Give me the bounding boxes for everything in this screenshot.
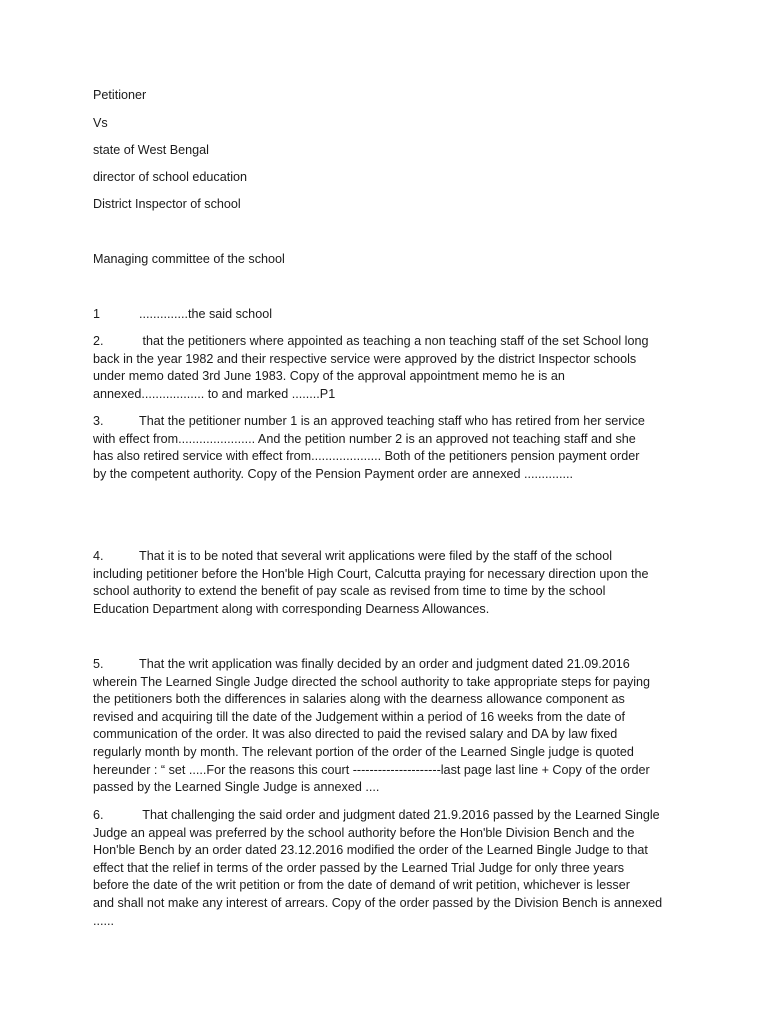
- paragraph-line: Education Department along with corresponding Dearness Allowances.: [93, 601, 490, 616]
- paragraph-line: passed by the Learned Single Judge is annexed ....: [93, 780, 380, 795]
- paragraph-line: Judge an appeal was preferred by the school authority before the Hon'ble Division Bench and the: [93, 825, 635, 840]
- paragraph-line: annexed.................. to and marked ........P1: [93, 386, 336, 401]
- paragraph-line: the petitioners both the differences in salaries along with the dearness allowance component as: [93, 692, 625, 707]
- respondent-state: state of West Bengal: [93, 143, 209, 157]
- paragraph-number: 4.: [93, 549, 104, 563]
- paragraph-line: before the date of the writ petition or from the date of demand of writ petition, whichever is lesser: [93, 878, 630, 893]
- paragraph-line: [93, 333, 683, 351]
- paragraph-text: That challenging the said order and judgment dated 21.9.2016 passed by the Learned Single: [139, 808, 660, 822]
- paragraph-line: hereunder : “ set .....For the reasons this court ---------------------last page last line + Copy of the order: [93, 762, 650, 777]
- petitioner-label: Petitioner: [93, 88, 147, 102]
- paragraph-line: regularly month by month. The relevant portion of the order of the Learned Single judge is quoted: [93, 744, 634, 759]
- paragraph-text: That the petitioner number 1 is an approved teaching staff who has retired from her service: [139, 414, 645, 428]
- respondent-managing-committee: Managing committee of the school: [93, 252, 285, 266]
- paragraph-line: under memo dated 3rd June 1983. Copy of the approval appointment memo he is an: [93, 369, 565, 384]
- paragraph-6: [93, 807, 683, 930]
- paragraph-number: 3.: [93, 414, 104, 428]
- paragraph-line: and shall not make any interest of arrears. Copy of the order passed by the Division Bench is annexed: [93, 895, 663, 910]
- paragraph-3: [93, 413, 683, 483]
- paragraph-line: has also retired service with effect from.................... Both of the petitioners pension payment order: [93, 449, 640, 464]
- paragraph-number: 2.: [93, 334, 104, 348]
- paragraph-line: effect that the relief in terms of the order passed by the Learned Trial Judge for only three years: [93, 860, 625, 875]
- paragraph-number: 6.: [93, 808, 104, 822]
- respondent-director: director of school education: [93, 170, 248, 184]
- paragraph-line: including petitioner before the Hon'ble High Court, Calcutta praying for necessary direction upon the: [93, 566, 649, 581]
- paragraph-line: school authority to extend the benefit of pay scale as revised from time to time by the school: [93, 584, 606, 599]
- paragraph-line: revised and acquiring till the date of the Judgement within a period of 16 weeks from the date of: [93, 709, 626, 724]
- paragraph-4: [93, 548, 683, 618]
- paragraph-line: ......: [93, 913, 114, 928]
- paragraph-line: [93, 548, 683, 566]
- paragraph-text: That it is to be noted that several writ applications were filed by the staff of the school: [139, 549, 612, 563]
- paragraph-line: [93, 656, 683, 674]
- paragraph-text: That the writ application was finally decided by an order and judgment dated 21.09.2016: [139, 657, 630, 671]
- paragraph-line: wherein The Learned Single Judge directed the school authority to take appropriate steps for paying: [93, 674, 651, 689]
- paragraph-line: communication of the order. It was also directed to paid the revised salary and DA by law fixed: [93, 727, 618, 742]
- paragraph-line: back in the year 1982 and their respective service were approved by the district Inspector schools: [93, 351, 637, 366]
- paragraph-line: [93, 807, 683, 825]
- versus-label: Vs: [93, 116, 108, 130]
- paragraph-2: [93, 333, 683, 403]
- respondent-district-inspector: District Inspector of school: [93, 197, 241, 211]
- paragraph-line: by the competent authority. Copy of the Pension Payment order are annexed ..............: [93, 466, 573, 481]
- paragraph-number: 1: [93, 307, 101, 321]
- paragraph-1: [93, 306, 683, 324]
- paragraph-5: [93, 656, 683, 797]
- paragraph-text: ..............the said school: [139, 307, 272, 321]
- paragraph-text: that the petitioners where appointed as teaching a non teaching staff of the set School long: [139, 334, 649, 348]
- paragraph-line: Hon'ble Bench by an order dated 23.12.2016 modified the order of the Learned Bingle Judge to that: [93, 843, 648, 858]
- paragraph-line: [93, 413, 683, 431]
- paragraph-line: with effect from...................... And the petition number 2 is an approved not teaching staff and she: [93, 431, 636, 446]
- paragraph-number: 5.: [93, 657, 104, 671]
- paragraph-line: [93, 306, 683, 324]
